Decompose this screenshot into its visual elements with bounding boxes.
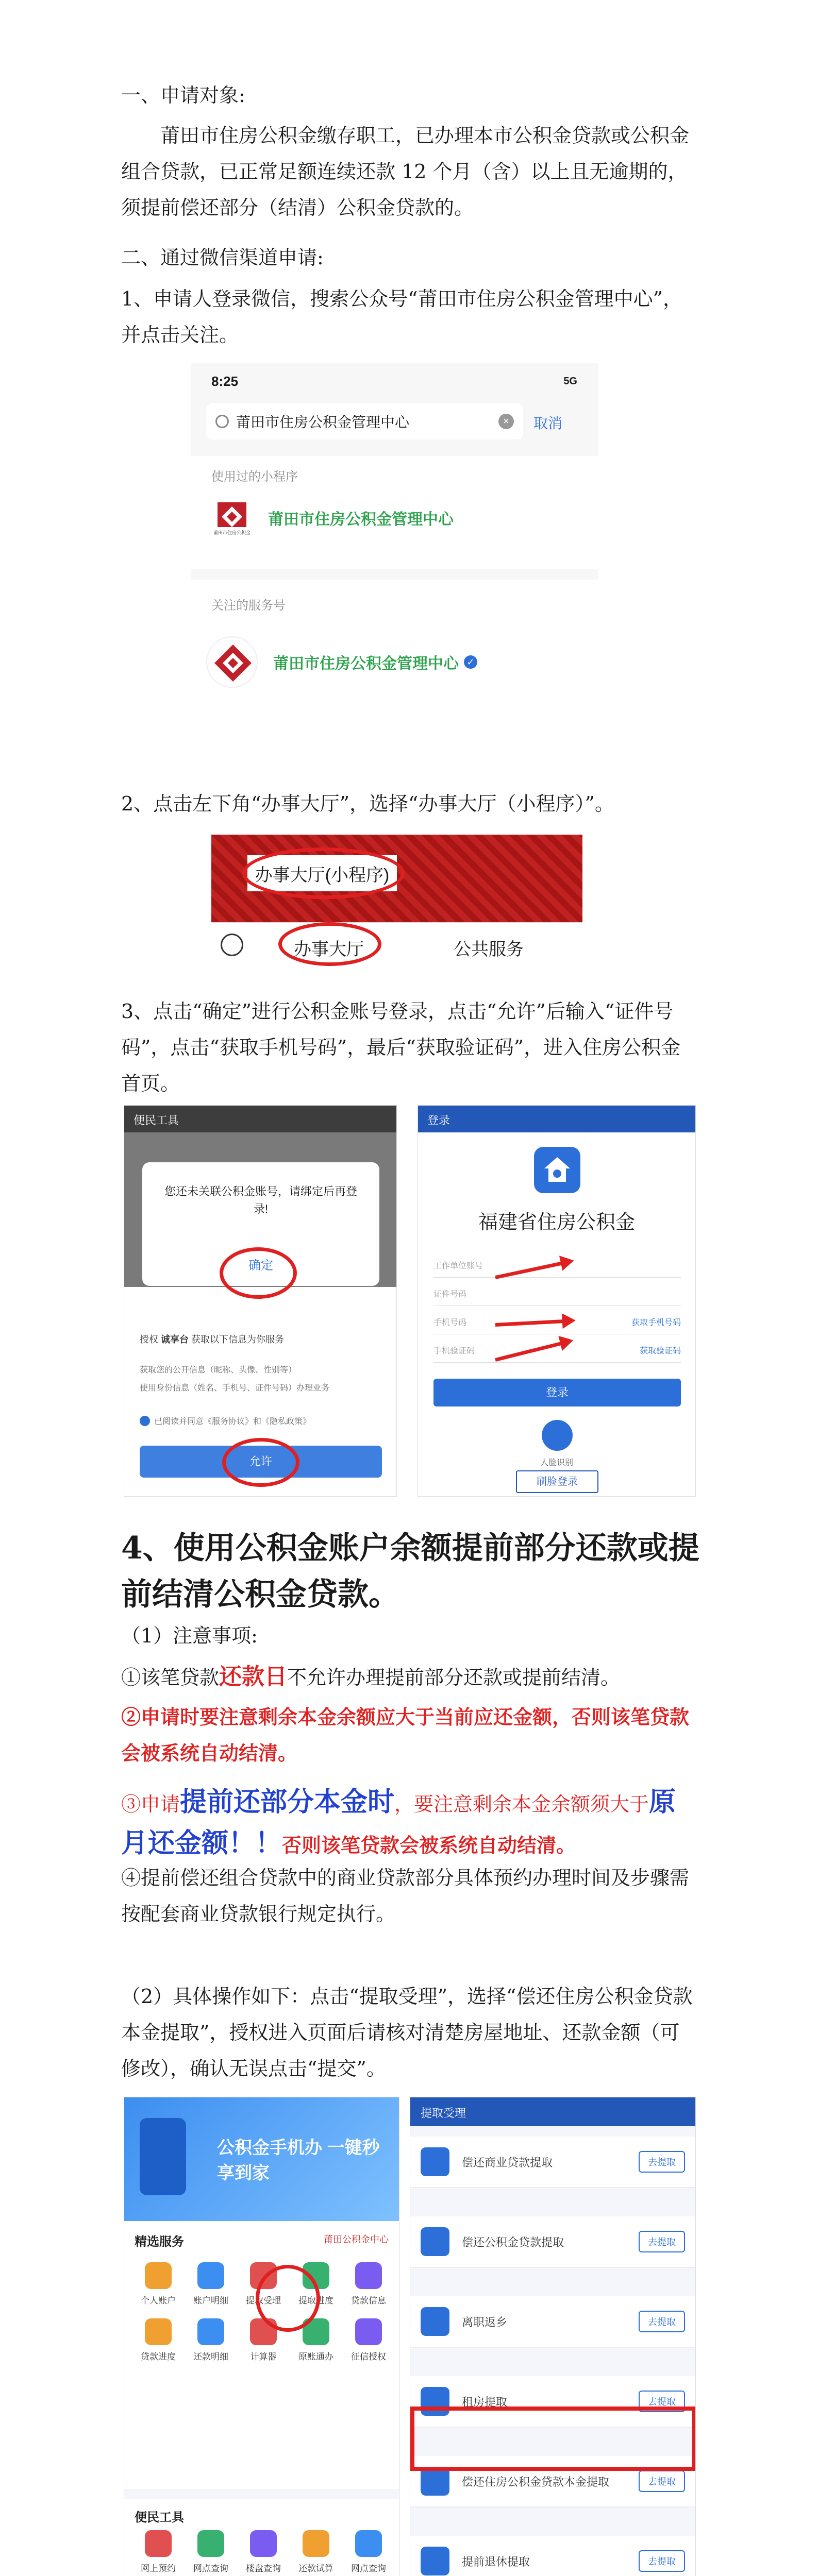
- notice-1: ①该笔贷款还款日不允许办理提前部分还款或提前结清。: [121, 1664, 621, 1690]
- extract-button[interactable]: 去提取: [639, 2151, 685, 2173]
- fund-logo-icon: 莆田市住房公积金: [211, 497, 253, 538]
- section-1-heading: 一、申请对象:: [121, 84, 245, 107]
- service-label: 提取受理: [246, 2296, 281, 2306]
- extract-type-icon: [421, 2547, 449, 2575]
- section-2-heading: 二、通过微信渠道申请:: [121, 246, 324, 269]
- service-item[interactable]: [132, 2262, 185, 2306]
- service-label: 原账通办: [298, 2352, 333, 2362]
- tool-icon: [145, 2530, 172, 2557]
- login-screenshot: 登录 福建省住房公积金 工作单位账号 证件号码 手机号码 获取手机号码 手机验证码 获取验证码 登录 人脸识别 刷脸登录: [418, 1105, 696, 1497]
- extract-title: 提取受理: [410, 2097, 695, 2126]
- status-time: 8:25: [211, 373, 239, 389]
- tool-label: 网点查询: [193, 2564, 228, 2573]
- face-icon[interactable]: [542, 1420, 573, 1451]
- tool-item[interactable]: [290, 2530, 342, 2574]
- fund-logo-icon: [206, 636, 258, 688]
- operation-text: （2）具体操作如下：点击“提取受理”，选择“偿还住房公积金贷款本金提取”，授权进入页面后请核对清楚房屋地址、还款金额（可修改），确认无误点击“提交”。: [121, 1985, 693, 2080]
- section-4-title: 4、使用公积金账户余额提前部分还款或提前结清公积金贷款。: [121, 1530, 699, 1613]
- service-label: 计算器: [250, 2352, 277, 2362]
- step-3-text: 3、点击“确定”进行公积金账号登录，点击“允许”后输入“证件号码”，点击“获取手机号码”，最后“获取验证码”，进入住房公积金首页。: [121, 1000, 681, 1095]
- service-icon: [355, 2318, 382, 2345]
- extract-type-icon: [421, 2467, 449, 2496]
- service-item[interactable]: [132, 2318, 185, 2362]
- service-item[interactable]: [342, 2318, 395, 2362]
- extract-type-icon: [421, 2147, 449, 2176]
- tool-item[interactable]: [185, 2530, 237, 2574]
- clear-icon[interactable]: ×: [498, 414, 514, 429]
- service-label: 账户明细: [193, 2296, 228, 2306]
- sms-code-field[interactable]: 手机验证码 获取验证码: [433, 1340, 681, 1363]
- mini-program-item[interactable]: 莆田市住房公积金 莆田市住房公积金管理中心: [211, 497, 454, 538]
- service-item[interactable]: [185, 2318, 237, 2362]
- services-heading: 精选服务: [135, 2235, 184, 2249]
- phone-field[interactable]: 手机号码 获取手机号码: [433, 1312, 681, 1334]
- used-mini-label: 使用过的小程序: [211, 470, 298, 484]
- service-account-item[interactable]: 莆田市住房公积金管理中心 ✓: [206, 636, 477, 688]
- verified-icon: ✓: [464, 655, 477, 669]
- id-number-field[interactable]: 证件号码: [433, 1283, 681, 1306]
- step-1-text: 1、申请人登录微信，搜索公众号“莆田市住房公积金管理中心”，并点击关注。: [121, 287, 683, 346]
- checkbox-icon[interactable]: [140, 1416, 150, 1426]
- notice-4: ④提前偿还组合贷款中的商业贷款部分具体预约办理时间及步骤需按配套商业贷款银行规定执行。: [121, 1867, 690, 1925]
- tool-icon: [303, 2530, 329, 2557]
- notice-3: ③申请提前还部分本金时，要注意剩余本金余额须大于原月还金额！！否则该笔贷款会被系统自动结清。: [121, 1786, 676, 1859]
- service-item[interactable]: [185, 2262, 237, 2306]
- extract-button[interactable]: 去提取: [639, 2391, 685, 2412]
- followed-label: 关注的服务号: [211, 599, 286, 613]
- house-logo-icon: [534, 1147, 580, 1193]
- extract-type-icon: [421, 2307, 449, 2336]
- service-icon: [145, 2262, 172, 2289]
- service-icon: [197, 2318, 224, 2345]
- step-2-text: 2、点击左下角“办事大厅”，选择“办事大厅（小程序）”。: [121, 792, 614, 815]
- extract-label: 租房提取: [462, 2395, 508, 2409]
- extract-row[interactable]: [410, 2137, 695, 2188]
- service-label: 贷款信息: [351, 2296, 386, 2306]
- tool-label: 楼盘查询: [246, 2564, 281, 2573]
- allow-button[interactable]: 允许: [140, 1446, 382, 1478]
- service-label: 贷款进度: [141, 2352, 176, 2362]
- fund-home-screenshot: [124, 2097, 399, 2576]
- service-icon: [197, 2262, 224, 2289]
- service-label: 个人账户: [141, 2296, 176, 2306]
- service-item[interactable]: [342, 2262, 395, 2306]
- extract-label: 偿还住房公积金贷款本金提取: [462, 2475, 610, 2488]
- tool-icon: [355, 2530, 382, 2557]
- unit-account-field[interactable]: 工作单位账号: [433, 1255, 681, 1278]
- search-icon: [215, 415, 229, 428]
- service-label: 还款明细: [193, 2352, 228, 2362]
- tool-item[interactable]: [342, 2530, 395, 2574]
- get-code-button[interactable]: 获取验证码: [639, 1347, 681, 1355]
- wechat-search-screenshot: [191, 363, 598, 714]
- get-phone-button[interactable]: 获取手机号码: [631, 1318, 681, 1327]
- tool-icon: [197, 2530, 224, 2557]
- tool-label: 网点查询: [351, 2564, 386, 2573]
- notice-heading: （1）注意事项:: [121, 1624, 258, 1647]
- status-signal: 5G: [563, 375, 577, 387]
- extract-row[interactable]: [410, 2296, 695, 2348]
- menu-public-service[interactable]: 公共服务: [454, 940, 524, 959]
- tool-label: 网上预约: [141, 2564, 176, 2573]
- extract-label: 偿还公积金贷款提取: [462, 2235, 564, 2249]
- tool-label: 还款试算: [298, 2564, 333, 2573]
- notice-2: ②申请时要注意剩余本金余额应大于当前应还金额，否则该笔贷款会被系统自动结清。: [121, 1705, 690, 1765]
- search-input[interactable]: 莆田市住房公积金管理中心 ×: [206, 403, 523, 439]
- login-button[interactable]: 登录: [433, 1379, 681, 1406]
- extract-type-icon: [421, 2227, 449, 2256]
- menu-hall[interactable]: 办事大厅: [294, 940, 364, 959]
- phone-illustration-icon: [140, 2118, 186, 2195]
- bind-dialog: 您还未关联公积金账号，请绑定后再登录! 确定: [142, 1162, 379, 1286]
- extract-button[interactable]: 去提取: [639, 2311, 685, 2332]
- service-label: 征信授权: [351, 2352, 386, 2362]
- city-selector[interactable]: 莆田公积金中心: [324, 2234, 389, 2245]
- extract-label: 离职返乡: [462, 2315, 508, 2329]
- extract-button[interactable]: 去提取: [639, 2470, 685, 2492]
- extract-list-screenshot: [410, 2097, 696, 2576]
- extract-button[interactable]: 去提取: [639, 2550, 685, 2572]
- section-1-body: 莆田市住房公积金缴存职工，已办理本市公积金贷款或公积金组合贷款，已正常足额连续还款 12 个月（含）以上且无逾期的，须提前偿还部分（结清）公积金贷款的。: [121, 124, 690, 219]
- extract-label: 提前退休提取: [462, 2555, 530, 2568]
- face-login-button[interactable]: 刷脸登录: [516, 1470, 598, 1493]
- tools-heading: 便民工具: [135, 2511, 184, 2524]
- extract-row[interactable]: [410, 2216, 695, 2268]
- service-icon: [145, 2318, 172, 2345]
- extract-button[interactable]: 去提取: [639, 2231, 685, 2252]
- service-label: 提取进度: [298, 2296, 333, 2306]
- extract-label: 偿还商业贷款提取: [462, 2156, 553, 2169]
- confirm-button[interactable]: 确定: [248, 1259, 273, 1273]
- menu-item-mini-program[interactable]: 办事大厅(小程序): [247, 855, 397, 891]
- tool-item[interactable]: [132, 2530, 185, 2574]
- extract-row[interactable]: [410, 2536, 695, 2576]
- keyboard-icon[interactable]: [221, 934, 243, 956]
- service-icon: [355, 2262, 382, 2289]
- bind-dialog-screenshot: 便民工具 您还未关联公积金账号，请绑定后再登录! 确定 授权 诚享台 获取以下信息为你服务 获取您的公开信息（昵称、头像、性别等） 使用身份信息（姓名、手机号、证件号码）办理业务 已阅读并同意《服务协议》和《隐私政策》 允许: [124, 1105, 397, 1497]
- menu-screenshot: [211, 835, 582, 966]
- cancel-button[interactable]: 取消: [533, 415, 563, 431]
- home-banner[interactable]: 公积金手机办 一键秒享到家: [124, 2097, 399, 2221]
- tool-icon: [250, 2530, 277, 2557]
- tool-item[interactable]: [237, 2530, 290, 2574]
